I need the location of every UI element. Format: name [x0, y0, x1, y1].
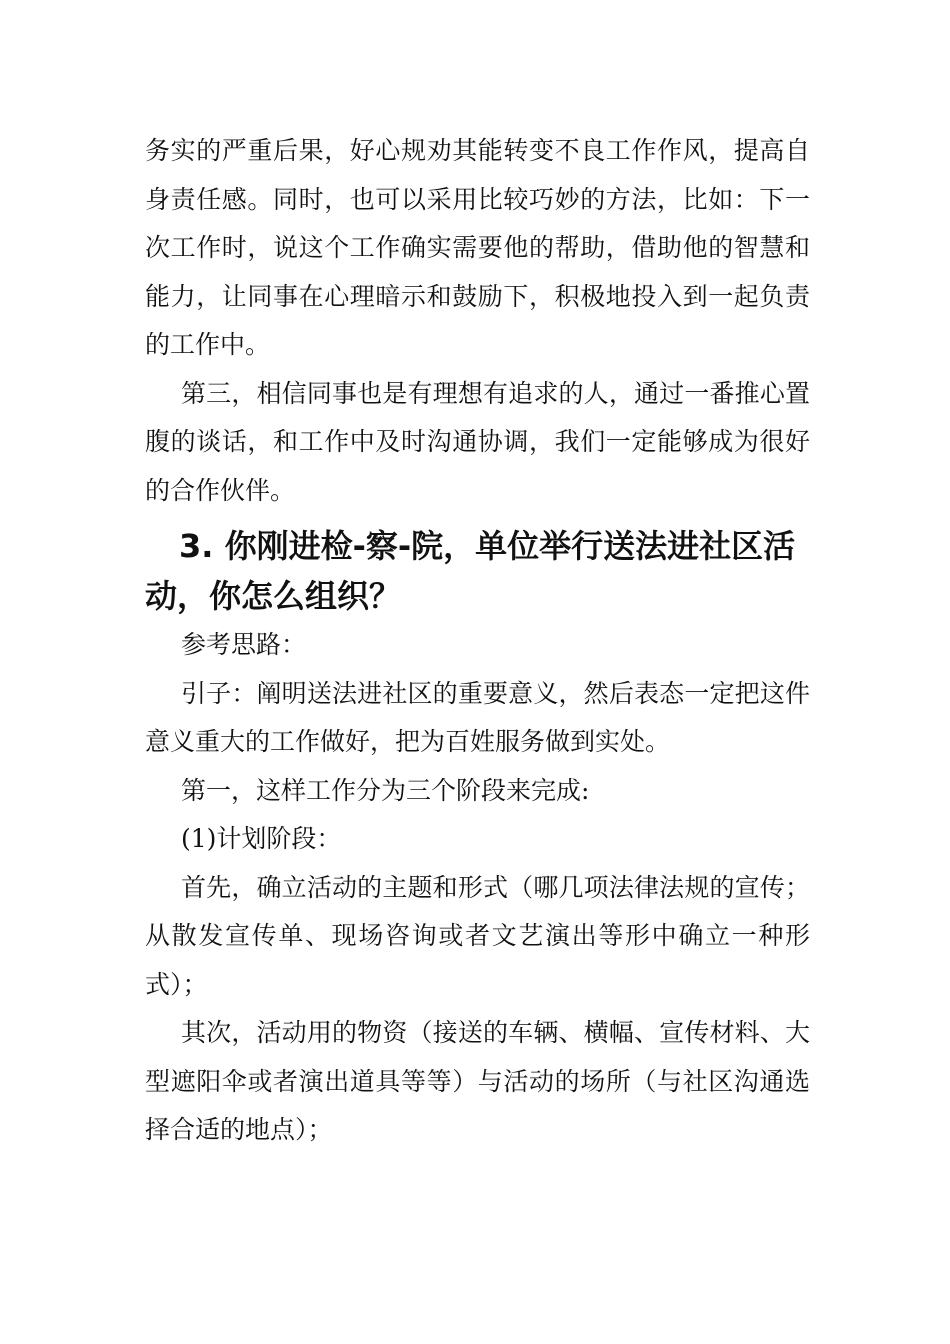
- paragraph-planning-stage: (1)计划阶段：: [181, 824, 342, 853]
- paragraph-first-point: 第一，这样工作分为三个阶段来完成:: [181, 775, 590, 805]
- paragraph-continuation: 务实的严重后果，好心规劝其能转变不良工作作风，提高自身责任感。同时，也可以采用比较巧妙的方法，比如：下一次工作时，说这个工作确实需要他的帮助，借助他的智慧和能力，让同事在心理暗示和鼓励下，积极地投入到一起负责的工作中。: [145, 136, 810, 359]
- paragraph-introduction: 引子：阐明送法进社区的重要意义，然后表态一定把这件意义重大的工作做好，把为百姓服务做到实处。: [145, 678, 810, 756]
- question-heading: 3. 你刚进检-察-院，单位举行送法进社区活动，你怎么组织？: [145, 527, 796, 615]
- document-body: [145, 127, 810, 1155]
- paragraph-third-point: 第三，相信同事也是有理想有追求的人，通过一番推心置腹的谈话，和工作中及时沟通协调，我们一定能够成为很好的合作伙伴。: [145, 378, 810, 505]
- paragraph-second-step: 其次，活动用的物资（接送的车辆、横幅、宣传材料、大型遮阳伞或者演出道具等等）与活动的场所（与社区沟通选择合适的地点）；: [145, 1018, 810, 1144]
- paragraph-first-step: 首先，确立活动的主题和形式（哪几项法律法规的宣传；从散发宣传单、现场咨询或者文艺演出等形中确立一种形式）；: [145, 872, 810, 999]
- paragraph-reference-ideas: 参考思路：: [181, 630, 307, 659]
